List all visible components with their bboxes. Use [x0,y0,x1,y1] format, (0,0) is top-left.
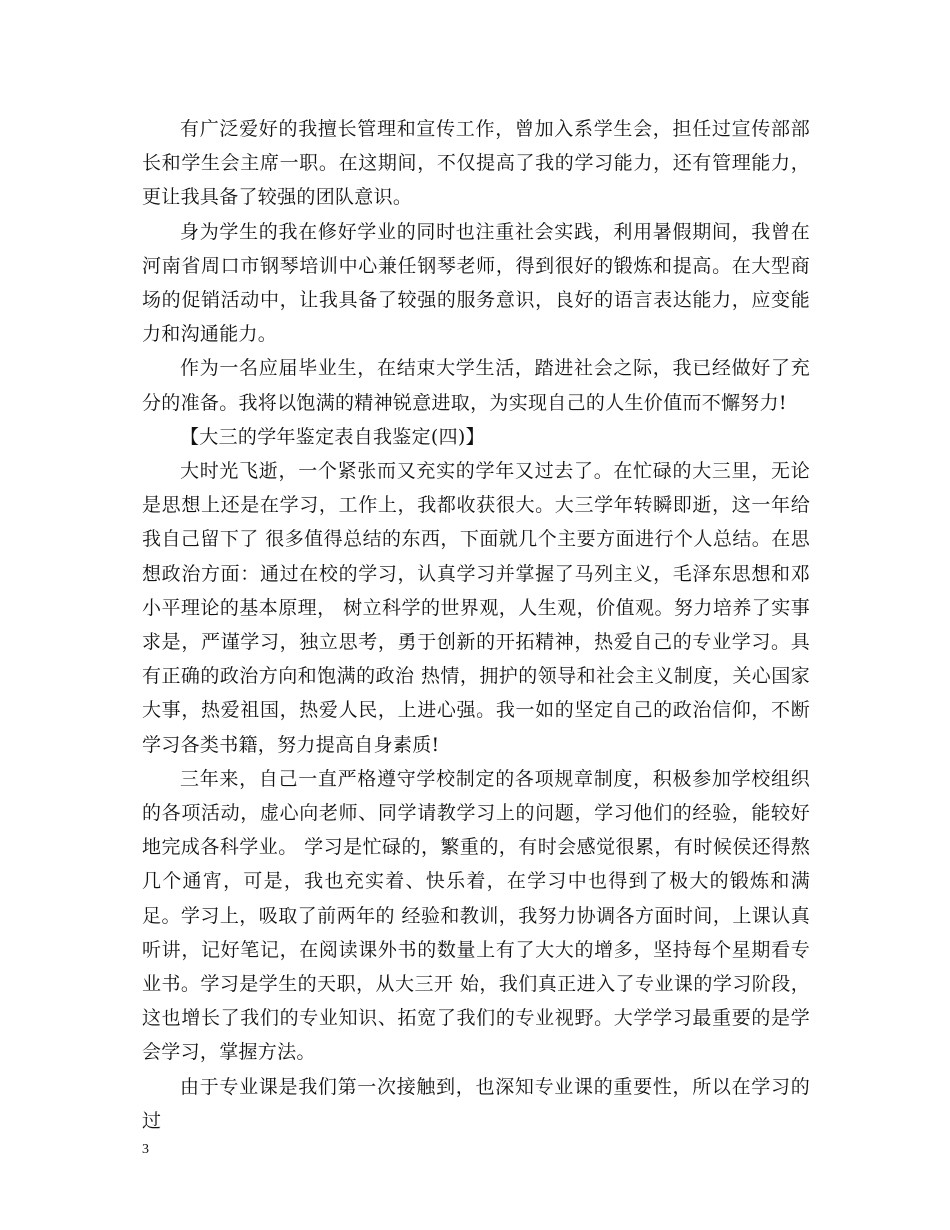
paragraph-practice: 身为学生的我在修好学业的同时也注重社会实践，利用暑假期间，我曾在河南省周口市钢琴培训中心兼任钢琴老师，得到很好的锻炼和提高。在大型商场的促销活动中，让我具备了较强的服务意识，良好的语言表达能力，应变能力和沟通能力。 [142,220,810,346]
body-text [142,112,810,1138]
paragraph-graduate: 作为一名应届毕业生，在结束大学生活，踏进社会之际，我已经做好了充分的准备。我将以饱满的精神锐意进取，为实现自己的人生价值而不懈努力! [142,357,810,414]
page-number: 3 [142,1142,149,1157]
paragraph-major-courses: 由于专业课是我们第一次接触到，也深知专业课的重要性，所以在学习的过 [142,1075,810,1132]
section-heading: 【大三的学年鉴定表自我鉴定(四)】 [180,425,485,448]
paragraph-study: 三年来，自己一直严格遵守学校制定的各项规章制度，积极参加学校组织的各项活动，虚心向老师、同学请教学习上的问题，学习他们的经验，能较好地完成各科学业。 学习是忙碌的，繁重的，有时会感觉很累，有时候侯还得熬几个通宵，可是，我也充实着、快乐着，在学习中也得到了极大的锻炼和满足。学习上，吸取了前两年的 经验和教训，我努力协调各方面时间，上课认真听讲，记好笔记，在阅读课外书的数量上有了大大的增多，坚持每个星期看专业书。学习是学生的天职，从大三开 始，我们真正进入了专业课的学习阶段，这也增长了我们的专业知识、拓宽了我们的专业视野。大学学习最重要的是学会学习，掌握方法。 [142,767,810,1064]
paragraph-ideology: 大时光飞逝，一个紧张而又充实的学年又过去了。在忙碌的大三里，无论是思想上还是在学习，工作上，我都收获很大。大三学年转瞬即逝，这一年给我自己留下了 很多值得总结的东西，下面就几个主要方面进行个人总结。在思想政治方面：通过在校的学习，认真学习并掌握了马列主义，毛泽东思想和邓小平理论的基本原理， 树立科学的世界观，人生观，价值观。努力培养了实事求是，严谨学习，独立思考，勇于创新的开拓精神，热爱自己的专业学习。具有正确的政治方向和饱满的政治 热情，拥护的领导和社会主义制度，关心国家大事，热爱祖国，热爱人民，上进心强。我一如的坚定自己的政治信仰，不断学习各类书籍，努力提高自身素质! [142,460,810,756]
paragraph-hobbies: 有广泛爱好的我擅长管理和宣传工作，曾加入系学生会，担任过宣传部部长和学生会主席一职。在这期间，不仅提高了我的学习能力，还有管理能力，更让我具备了较强的团队意识。 [142,118,810,209]
